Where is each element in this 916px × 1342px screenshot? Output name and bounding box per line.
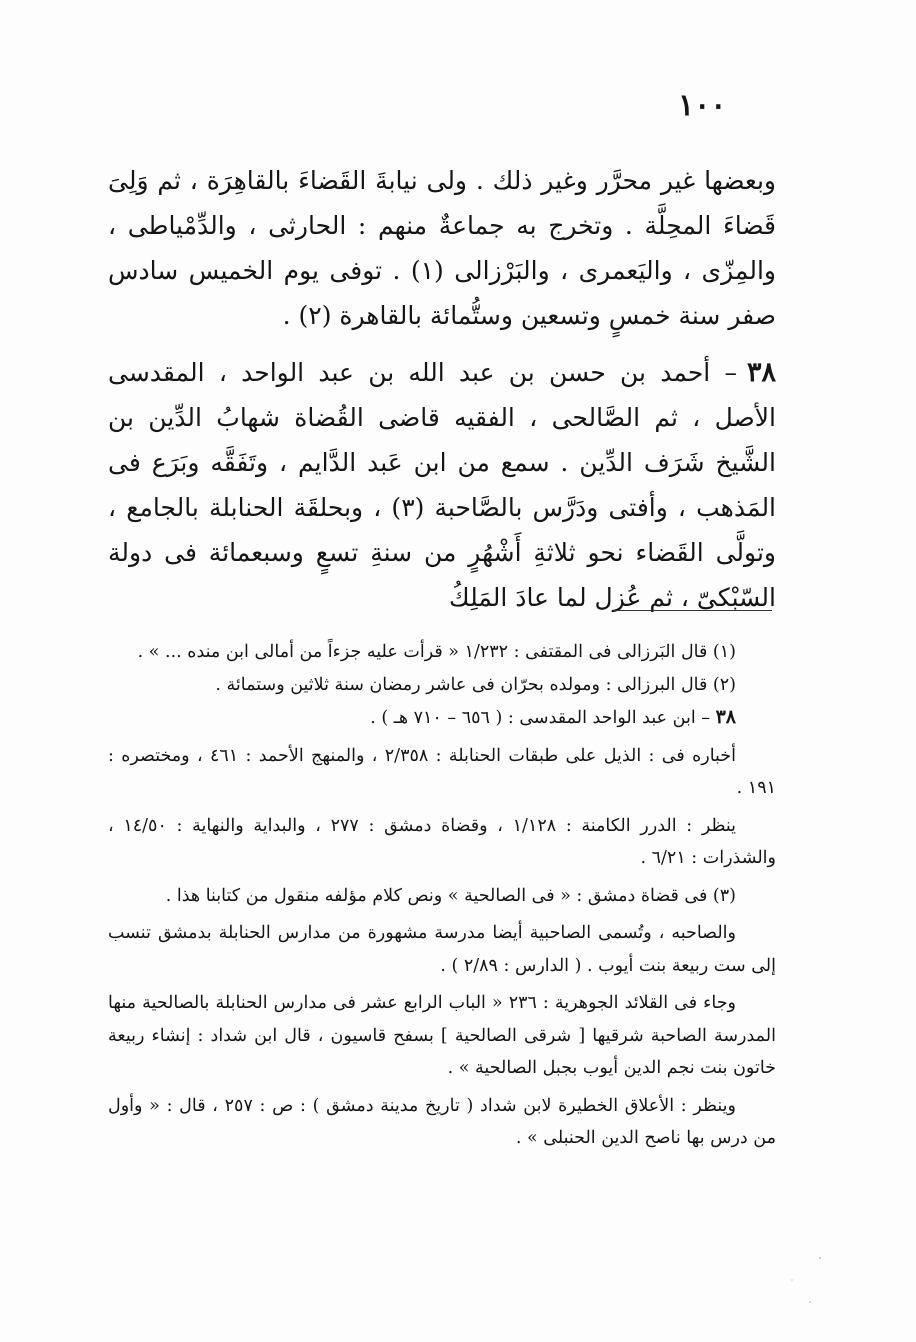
entry-number: ٣٨: [746, 357, 776, 388]
footnotes-section: [108, 636, 776, 1155]
footnote-38-sources: أخباره فى : الذيل على طبقات الحنابلة : ٢/٣٥٨ ، والمنهج الأحمد : ٤٦١ ، ومختصره : ١٩١ .: [108, 745, 776, 798]
main-text-body: [108, 158, 776, 620]
footnote-2: (٢) قال البرزالى : ومولده بحرّان فى عاشر رمضان سنة ثلاثين وستمائة .: [215, 674, 736, 695]
footnote-3-qalaid: وجاء فى القلائد الجوهرية : ٢٣٦ « الباب الرابع عشر فى مدارس الحنابلة بالصالحية منها المدرسة الصاحبة شرقيها [ شرقى الصالحية ] بسفح قاسيون ، قال ابن شداد : إنشاء ربيعة خاتون بنت نجم الدين أيوب بجبل الصالحية » .: [108, 993, 776, 1078]
footnote-3-sahibiya: والصاحبه ، وتُسمى الصاحبية أيضا مدرسة مشهورة من مدارس الحنابلة بدمشق تنسب إلى ست ربيعة بنت أيوب . ( الدارس : ٢/٨٩ ) .: [108, 923, 776, 976]
footnote-3: (٣) فى قضاة دمشق : « فى الصالحية » ونص كلام مؤلفه منقول من كتابنا هذا .: [165, 885, 736, 906]
page-number: ١٠٠: [678, 88, 727, 123]
entry-text: – أحمد بن حسن بن عبد الله بن عبد الواحد ، المقدسى الأصل ، ثم الصَّالحى ، الفقيه قاضى القُضاة شهابُ الدِّين بن الشَّيخ شَرَف الدِّين . سمع من ابن عَبد الدَّايم ، وتَفَقَّه وبَرَع فى المَذهب ، وأفتى ودَرَّس بالصَّاحبة (٣) ، وبحلقَة الحنابلة بالجامع ، وتولَّى القَضاء نحو ثلاثةِ أَشْهُرٍ من سنةِ تسعٍ وسبعمائة فى دولة السّبْكىّ ، ثم عُزل لما عادَ المَلِكُ: [108, 358, 777, 612]
scan-specks: [780, 1250, 830, 1310]
biography-entry: [108, 350, 776, 620]
footnote-entry-38: [108, 701, 776, 735]
footnote-divider: [612, 610, 772, 611]
main-paragraph-continuation: وبعضها غير محرَّر وغير ذلك . ولى نيابةَ القَضاءَ بالقاهِرَة ، ثم وَلِىَ قَضاءَ المحِلَّة . وتخرج به جماعةٌ منهم : الحارثى ، والدِّمْياطى ، والمِزّى ، واليَعمرى ، والبَرْزالى (١) . توفى يوم الخميس سادس صفر سنة خمسٍ وتسعين وستُّمائة بالقاهرة (٢) .: [108, 166, 776, 330]
footnote-entry-number: ٣٨: [715, 706, 736, 728]
footnote-3-alaq: وينظر : الأعلاق الخطيرة لابن شداد ( تاريخ مدينة دمشق ) : ص : ٢٥٧ ، قال : « وأول من درس بها ناصح الدين الحنبلى » .: [108, 1095, 776, 1148]
footnote-entry-38-text: – ابن عبد الواحد المقدسى : ( ٦٥٦ – ٧١٠ هـ ) .: [370, 708, 710, 728]
footnote-1: (١) قال البَرزالى فى المقتفى : ١/٢٣٢ « قرأت عليه جزءاً من أمالى ابن منده ... » .: [137, 642, 736, 662]
footnote-38-see-also: ينظر : الدرر الكامنة : ١/١٢٨ ، وقضاة دمشق : ٢٧٧ ، والبداية والنهاية : ١٤/٥٠ ، والشذرات : ٦/٢١ .: [108, 815, 776, 868]
